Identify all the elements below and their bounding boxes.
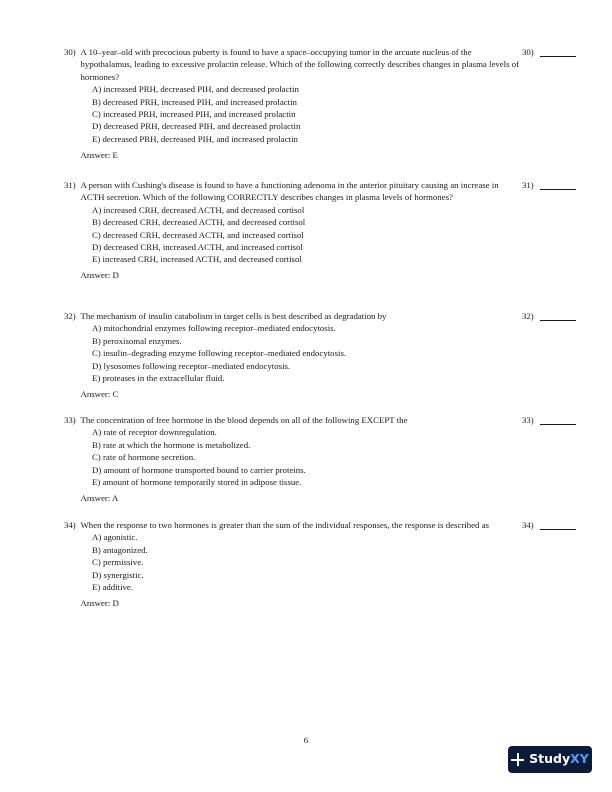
option-a: A) increased PRH, decreased PIH, and decreased prolactin	[92, 84, 299, 95]
answer-blank	[540, 320, 576, 321]
question-text: The mechanism of insulin catabolism in target cells is best described as degradation by	[80, 311, 387, 321]
option-c: C) rate of hormone secretion.	[92, 452, 196, 463]
answer: Answer: E	[80, 149, 118, 160]
answer-blank	[540, 529, 576, 530]
question-number: 31)	[64, 180, 76, 190]
page-number: 6	[303, 735, 309, 745]
question-stem	[64, 46, 521, 83]
question-number: 34)	[64, 520, 76, 530]
option-e: E) proteases in the extracellular fluid.	[92, 373, 225, 384]
option-d: D) decreased CRH, increased ACTH, and increased cortisol	[92, 242, 303, 253]
option-e: E) amount of hormone temporarily stored in adipose tissue.	[92, 477, 302, 488]
answer: Answer: C	[80, 388, 119, 399]
option-b: B) rate at which the hormone is metabolized.	[92, 439, 251, 450]
question-stem	[64, 519, 521, 531]
option-d: D) amount of hormone transported bound to carrier proteins.	[92, 464, 306, 475]
studyxy-badge[interactable]	[508, 746, 592, 773]
question-text: A person with Cushing's disease is found to have a functioning adenoma in the anterior pituitary causing an increase in ACTH secretion. Which of the following CORRECTLY describes changes in plasma levels of hormones?	[80, 180, 499, 203]
question-30	[64, 46, 604, 161]
question-33	[64, 414, 604, 504]
answer-blank	[540, 189, 576, 190]
question-text: The concentration of free hormone in the blood depends on all of the following EXCEPT the	[80, 415, 408, 425]
question-34	[64, 519, 604, 609]
question-number: 30)	[64, 47, 76, 57]
question-stem	[64, 414, 521, 426]
answer-blank	[540, 56, 576, 57]
option-c: C) increased PRH, increased PIH, and increased prolactin	[92, 109, 296, 120]
option-b: B) peroxisomal enzymes.	[92, 335, 182, 346]
option-c: C) insulin–degrading enzyme following receptor–mediated endocytosis.	[92, 348, 347, 359]
option-c: C) decreased CRH, decreased ACTH, and increased cortisol	[92, 229, 304, 240]
right-question-number: 33)	[522, 415, 534, 425]
right-question-number: 30)	[522, 47, 534, 57]
option-e: E) increased CRH, increased ACTH, and decreased cortisol	[92, 254, 302, 265]
badge-text-accent: XY	[570, 751, 589, 767]
question-text: A 10–year–old with precocious puberty is found to have a space–occupying tumor in the arcuate nucleus of the hypothalamus, leading to excessive prolactin release. Which of the following correctly describes changes in plasma levels of hormones?	[80, 47, 520, 82]
right-question-number: 31)	[522, 180, 534, 190]
option-b: B) decreased PRH, increased PIH, and increased prolactin	[92, 96, 297, 107]
answer: Answer: D	[80, 597, 119, 608]
right-question-number: 34)	[522, 520, 534, 530]
answer-blank	[540, 424, 576, 425]
plus-icon	[511, 753, 524, 766]
option-d: D) synergistic.	[92, 569, 144, 580]
question-number: 32)	[64, 311, 76, 321]
answer: Answer: A	[80, 492, 119, 503]
option-e: E) additive.	[92, 582, 134, 593]
badge-text-main: Study	[529, 751, 571, 767]
option-b: B) decreased CRH, decreased ACTH, and decreased cortisol	[92, 217, 306, 228]
option-c: C) permissive.	[92, 557, 144, 568]
answer: Answer: D	[80, 270, 119, 281]
question-stem	[64, 310, 521, 322]
question-text: When the response to two hormones is greater than the sum of the individual responses, the response is described as	[80, 520, 489, 530]
option-a: A) agonistic.	[92, 532, 138, 543]
question-32	[64, 310, 604, 400]
option-a: A) rate of receptor downregulation.	[92, 427, 217, 438]
question-31	[64, 179, 604, 282]
right-question-number: 32)	[522, 311, 534, 321]
option-a: A) mitochondrial enzymes following receptor–mediated endocytosis.	[92, 323, 336, 334]
option-e: E) decreased PRH, decreased PIH, and increased prolactin	[92, 133, 298, 144]
option-d: D) decreased PRH, decreased PIH, and decreased prolactin	[92, 121, 301, 132]
option-b: B) antagonized.	[92, 544, 148, 555]
question-stem	[64, 179, 521, 204]
option-a: A) increased CRH, decreased ACTH, and decreased cortisol	[92, 204, 305, 215]
question-number: 33)	[64, 415, 76, 425]
option-d: D) lysosomes following receptor–mediated endocytosis.	[92, 360, 291, 371]
